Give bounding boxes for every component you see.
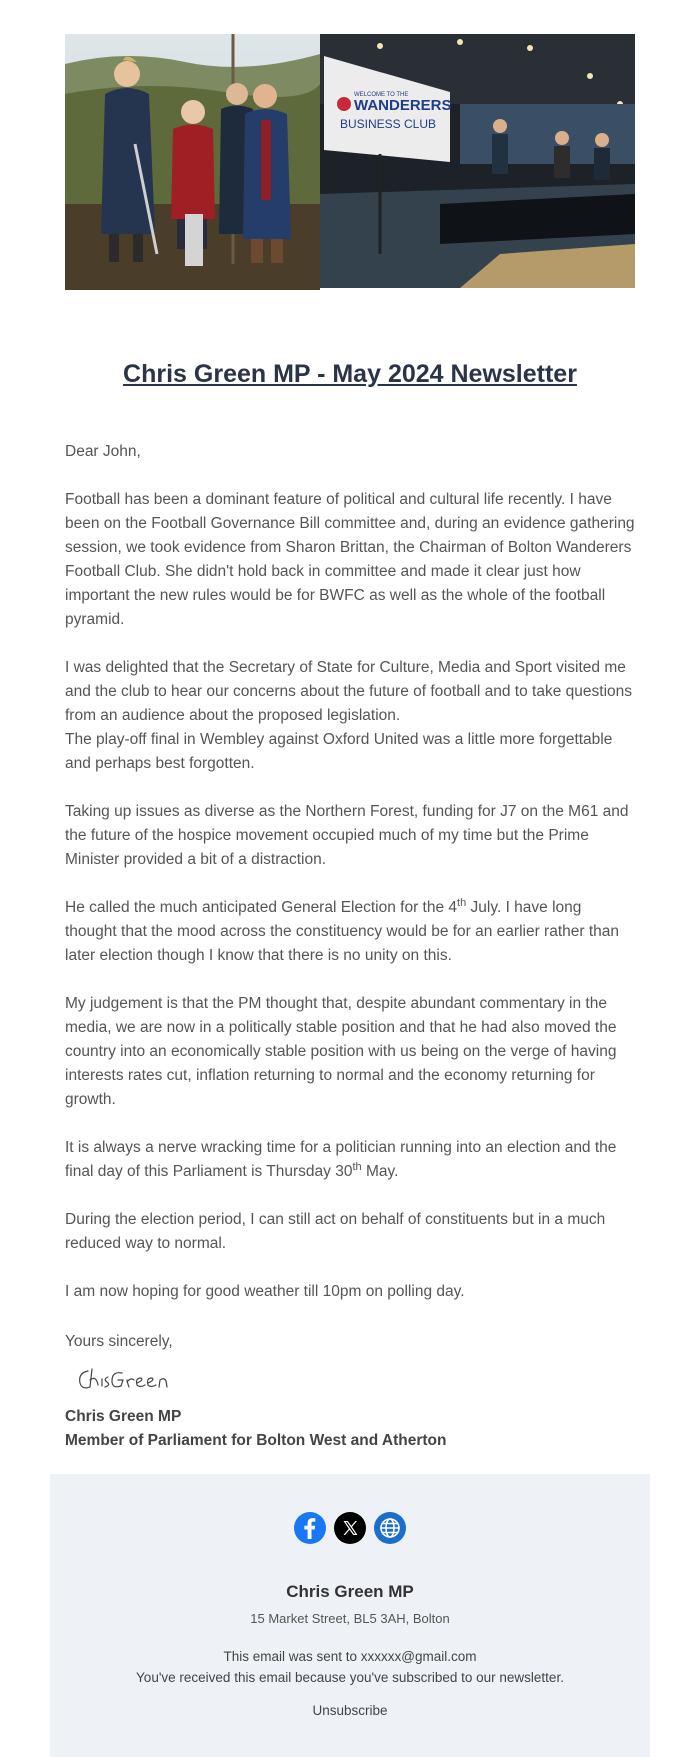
business-club-photo (320, 34, 635, 288)
paragraph-2b: The play-off final in Wembley against Oxford United was a little more forgettable and perhaps best forgotten. (65, 731, 613, 772)
header-images (65, 34, 635, 290)
email-footer (50, 1474, 650, 1757)
x-icon[interactable] (334, 1512, 366, 1544)
paragraph-6 (65, 1136, 635, 1184)
footer-notice (50, 1646, 650, 1688)
globe-icon[interactable] (374, 1512, 406, 1544)
sender-name: Chris Green MP (65, 1408, 182, 1425)
sender-role: Member of Parliament for Bolton West and Atherton (65, 1432, 447, 1449)
facebook-icon[interactable] (294, 1512, 326, 1544)
ordinal-suffix: th (457, 896, 467, 909)
social-links (50, 1512, 650, 1544)
greeting: Dear John, (65, 443, 141, 460)
paragraph-6-text-end: May. (361, 1163, 399, 1180)
sent-to-text: This email was sent to xxxxxx@gmail.com (223, 1649, 477, 1664)
paragraph-7: During the election period, I can still act on behalf of constituents but in a much reduced way to normal. (65, 1211, 606, 1252)
sign-off-block (65, 1333, 173, 1351)
unsubscribe-link[interactable]: Unsubscribe (312, 1703, 388, 1718)
sign-off: Yours sincerely, (65, 1333, 173, 1350)
sign-small-text: WELCOME TO THE (354, 92, 409, 98)
sender-block (65, 1405, 447, 1453)
sign-sub-text: BUSINESS CLUB (340, 117, 437, 131)
subscription-reason: You've received this email because you've subscribed to our newsletter. (136, 1670, 564, 1685)
tree-planting-photo (65, 34, 320, 290)
sign-main-text: WANDERERS (354, 97, 452, 114)
handwritten-signature (74, 1363, 184, 1395)
ordinal-suffix: th (352, 1160, 362, 1173)
newsletter-body (65, 440, 635, 1328)
paragraph-1: Football has been a dominant feature of political and cultural life recently. I have been on the Football Governance Bill committee and, during an evidence gathering session, we took evidence from Sharon Brittan, the Chairman of Bolton Wanderers Football Club. She didn't hold back in committee and made it clear just how important the new rules would be for BWFC as well as the whole of the football pyramid. (65, 491, 635, 628)
paragraph-2 (65, 656, 635, 776)
footer-address: 15 Market Street, BL5 3AH, Bolton (250, 1611, 450, 1626)
paragraph-2a: I was delighted that the Secretary of State for Culture, Media and Sport visited me and the club to hear our concerns about the future of football and to take questions from an audience about the proposed legislation. (65, 659, 632, 724)
paragraph-4 (65, 896, 635, 968)
paragraph-5: My judgement is that the PM thought that, despite abundant commentary in the media, we are now in a politically stable position and that he had also moved the country into an economically stable position with us being on the verge of having interests rates cut, inflation returning to normal and the economy returning for growth. (65, 995, 617, 1108)
paragraph-3: Taking up issues as diverse as the Northern Forest, funding for J7 on the M61 and the future of the hospice movement occupied much of my time but the Prime Minister provided a bit of a distraction. (65, 803, 629, 868)
footer-name: Chris Green MP (286, 1582, 414, 1601)
newsletter-title: Chris Green MP - May 2024 Newsletter (123, 360, 577, 388)
paragraph-4-text: He called the much anticipated General Election for the 4 (65, 899, 458, 916)
paragraph-8: I am now hoping for good weather till 10pm on polling day. (65, 1283, 465, 1300)
paragraph-6-text: It is always a nerve wracking time for a politician running into an election and the final day of this Parliament is Thursday 30 (65, 1139, 617, 1180)
paragraph-4-text-end: July. I have long thought that the mood across the constituency would be for an earlier rather than later election though I know that there is no unity on this. (65, 899, 620, 964)
